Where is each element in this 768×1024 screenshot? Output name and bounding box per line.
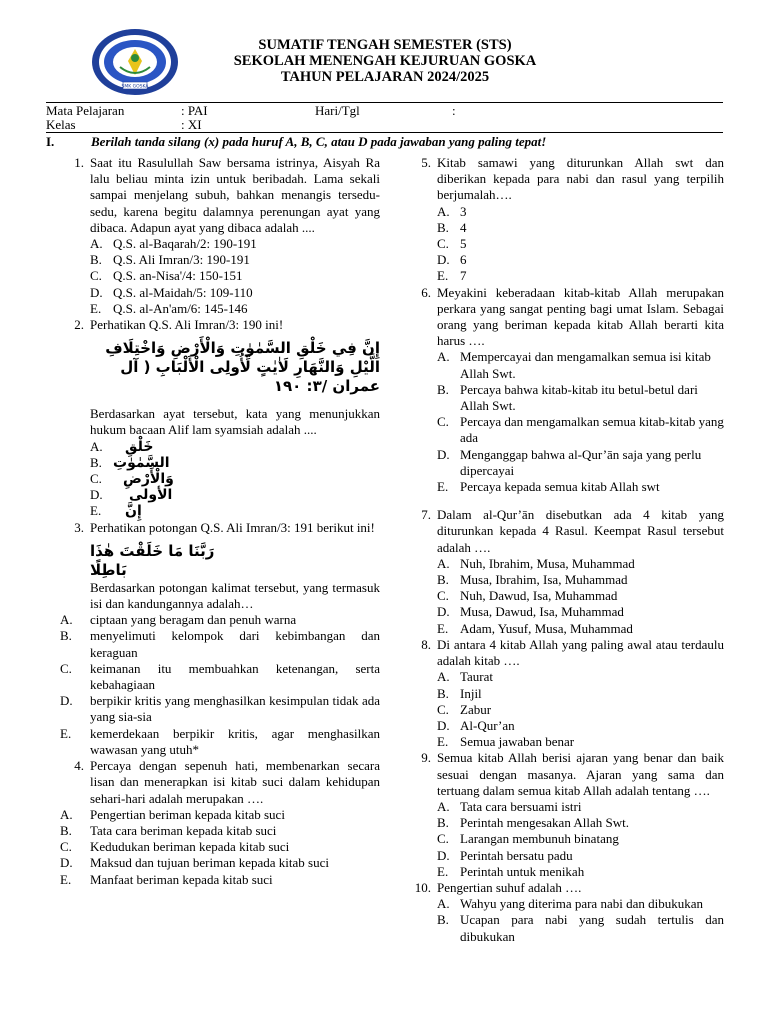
option-e[interactable] <box>90 301 380 317</box>
option-c[interactable] <box>437 588 724 604</box>
options-list <box>437 669 724 750</box>
option-c[interactable] <box>437 236 724 252</box>
question-number: 9. <box>421 750 431 766</box>
option-d[interactable] <box>60 855 380 871</box>
option-text: Q.S. Ali Imran/3: 190-191 <box>113 252 250 268</box>
option-text: Larangan membunuh binatang <box>460 831 619 847</box>
option-letter: E. <box>60 871 72 887</box>
option-letter: A. <box>437 669 450 685</box>
options-list <box>60 612 380 758</box>
question-text: Saat itu Rasulullah Saw bersama istrinya, Aisyah Ra lalu beliau minta izin untuk beribadah. Lama sekali sampai menjelang subuh, bahkan menangis tersedu-sedu, karena begitu dalamnya perenungan ayat yang dibaca. Adapun ayat yang dibaca adalah .... <box>90 155 380 235</box>
option-letter: D. <box>90 284 103 300</box>
option-text: Semua jawaban benar <box>460 734 575 750</box>
day-value: : <box>452 103 456 118</box>
option-letter: C. <box>437 588 449 604</box>
option-letter: B. <box>437 815 449 831</box>
left-column <box>60 155 380 888</box>
option-text: Zabur <box>460 701 492 717</box>
spacer <box>407 495 724 507</box>
option-letter: A. <box>437 896 450 912</box>
question-4 <box>60 758 380 888</box>
option-text: Nuh, Dawud, Isa, Muhammad <box>460 588 618 604</box>
option-letter: E. <box>437 620 449 636</box>
options-list <box>90 236 380 317</box>
option-text: Perintah untuk menikah <box>460 863 585 879</box>
exam-title: SUMATIF TENGAH SEMESTER (STS) <box>258 37 512 53</box>
option-text: berpikir kritis yang menghasilkan kesimpulan tidak ada yang sia-sia <box>90 693 380 725</box>
option-text: Musa, Dawud, Isa, Muhammad <box>460 604 624 620</box>
option-a[interactable] <box>90 236 380 252</box>
school-logo-icon <box>90 27 180 97</box>
question-number: 6. <box>421 284 431 300</box>
option-letter: B. <box>437 912 449 928</box>
option-b[interactable] <box>437 815 724 831</box>
option-letter: B. <box>60 628 72 644</box>
academic-year: TAHUN PELAJARAN 2024/2025 <box>280 69 490 85</box>
arabic-verse: رَبَّنَا مَا خَلَقْتَ هٰذَا بَاطِلًا <box>90 541 215 579</box>
option-c[interactable] <box>437 414 724 446</box>
option-text: Ucapan para nabi yang sudah tertulis dan dibukukan <box>460 912 724 944</box>
school-name: SEKOLAH MENENGAH KEJURUAN GOSKA <box>233 53 537 69</box>
option-text: Q.S. al-An'am/6: 145-146 <box>113 300 248 316</box>
option-d[interactable] <box>437 604 724 620</box>
options-list <box>60 807 380 888</box>
options-list <box>437 204 724 285</box>
option-letter: C. <box>437 414 449 430</box>
option-letter: D. <box>437 847 450 863</box>
question-text: Berdasarkan ayat tersebut, kata yang menunjukkan hukum bacaan Alif lam syamsiah adalah .... <box>90 406 380 438</box>
option-b[interactable] <box>437 220 724 236</box>
question-number: 5. <box>421 155 431 170</box>
question-7 <box>407 507 724 637</box>
options-list <box>90 439 380 520</box>
question-text: Meyakini keberadaan kitab-kitab Allah merupakan perkara yang sangat penting bagi umat Islam. Sebagai orang yang beriman kepada kitab Allah berarti kita harus …. <box>437 284 724 349</box>
option-text: السَّمٰوٰتِ <box>113 454 170 471</box>
option-letter: A. <box>90 236 103 252</box>
option-letter: D. <box>437 252 450 268</box>
option-a[interactable] <box>60 612 380 628</box>
option-letter: C. <box>437 701 449 717</box>
question-number: 2. <box>74 317 84 333</box>
question-1 <box>60 155 380 317</box>
question-number: 8. <box>421 636 431 652</box>
option-text: Perintah mengesakan Allah Swt. <box>460 815 629 831</box>
question-text: Dalam al-Qur’ān disebutkan ada 4 kitab yang diturunkan kepada 4 Rasul. Keempat Rasul tersebut adalah …. <box>437 507 724 555</box>
option-text: Pengertian beriman kepada kitab suci <box>90 806 285 822</box>
option-e[interactable] <box>437 621 724 637</box>
option-letter: B. <box>437 381 449 397</box>
option-text: Adam, Yusuf, Musa, Muhammad <box>460 620 633 636</box>
option-d[interactable] <box>90 285 380 301</box>
option-letter: D. <box>90 487 103 503</box>
option-letter: E. <box>437 479 449 495</box>
option-letter: D. <box>437 717 450 733</box>
option-c[interactable] <box>90 471 380 487</box>
option-letter: B. <box>437 685 449 701</box>
option-e[interactable] <box>60 872 380 888</box>
option-text: Percaya bahwa kitab-kitab itu betul-betul dari Allah Swt. <box>460 381 698 414</box>
option-a[interactable] <box>437 556 724 572</box>
subject-value: : PAI <box>181 103 208 118</box>
option-text: 4 <box>460 219 467 235</box>
option-e[interactable] <box>437 479 724 495</box>
question-text: Berdasarkan potongan kalimat tersebut, yang termasuk isi dan kandungannya adalah… <box>90 579 380 612</box>
option-text: keimanan itu membuahkan ketenangan, serta kebahagiaan <box>90 660 380 693</box>
right-column <box>407 155 724 945</box>
option-d[interactable] <box>437 718 724 734</box>
option-text: Al-Qur’an <box>460 717 515 733</box>
section-number: I. <box>46 134 55 149</box>
option-text: Q.S. al-Baqarah/2: 190-191 <box>113 236 257 252</box>
question-number: 3. <box>74 519 84 535</box>
subject-label: Mata Pelajaran <box>46 103 125 118</box>
option-letter: E. <box>437 734 449 750</box>
option-b[interactable] <box>60 823 380 839</box>
day-label: Hari/Tgl <box>315 103 360 118</box>
option-letter: C. <box>90 471 102 487</box>
class-label: Kelas <box>46 117 76 132</box>
option-letter: A. <box>90 438 103 454</box>
option-letter: B. <box>90 252 102 268</box>
option-text: Taurat <box>460 669 494 685</box>
options-list <box>437 349 724 495</box>
option-a[interactable] <box>437 896 724 912</box>
option-e[interactable] <box>437 864 724 880</box>
question-number: 7. <box>421 507 431 523</box>
question-6 <box>407 285 724 496</box>
option-letter: E. <box>90 300 102 316</box>
options-list <box>437 799 724 880</box>
option-text: 5 <box>460 236 467 252</box>
option-letter: B. <box>60 822 72 838</box>
option-b[interactable] <box>437 686 724 702</box>
option-letter: D. <box>60 693 73 709</box>
question-text: Semua kitab Allah berisi ajaran yang benar dan baik sesuai dengan masanya. Ajaran yang sama dan tertuang dalam semua kitab Allah adalah tentang …. <box>437 750 724 798</box>
option-letter: A. <box>437 349 450 365</box>
option-text: kemerdekaan berpikir kritis, agar menghasilkan wawasan yang utuh* <box>90 725 380 757</box>
question-3-prompt <box>60 580 380 758</box>
option-b[interactable] <box>90 252 380 268</box>
option-text: 7 <box>460 268 467 284</box>
option-b[interactable] <box>437 572 724 588</box>
question-number: 10. <box>414 879 431 895</box>
option-letter: D. <box>60 855 73 871</box>
option-c[interactable] <box>60 661 380 693</box>
option-text: Musa, Ibrahim, Isa, Muhammad <box>460 572 628 588</box>
option-text: Tata cara bersuami istri <box>460 798 582 814</box>
question-10 <box>407 880 724 945</box>
option-text: Mempercayai dan mengamalkan semua isi kitab Allah Swt. <box>460 349 711 381</box>
question-text: Di antara 4 kitab Allah yang paling awal atau terdaulu adalah kitab …. <box>437 636 724 669</box>
page-header <box>0 0 768 100</box>
question-3 <box>60 520 380 536</box>
question-text: Percaya dengan sepenuh hati, membenarkan secara lisan dan menerapkan isi kitab suci dalam kehidupan sehari-hari adalah merupakan …. <box>90 758 380 806</box>
option-letter: D. <box>437 446 450 462</box>
option-letter: E. <box>437 863 449 879</box>
question-number: 4. <box>74 758 84 774</box>
option-c[interactable] <box>437 702 724 718</box>
options-list <box>437 896 724 945</box>
question-5 <box>407 155 724 285</box>
option-text: Injil <box>460 685 482 701</box>
option-text: menyelimuti kelompok dari kebimbangan dan keraguan <box>90 628 380 660</box>
option-letter: E. <box>437 268 449 284</box>
option-a[interactable] <box>437 349 724 381</box>
question-2 <box>60 317 380 333</box>
spacer <box>60 396 380 406</box>
option-a[interactable] <box>60 807 380 823</box>
class-value: : XI <box>181 117 202 132</box>
option-d[interactable] <box>437 848 724 864</box>
logo-label: SMK GOSKA <box>121 84 149 90</box>
option-letter: A. <box>437 203 450 219</box>
option-letter: C. <box>437 831 449 847</box>
options-list <box>437 556 724 637</box>
option-letter: D. <box>437 604 450 620</box>
option-b[interactable] <box>60 628 380 660</box>
option-letter: A. <box>60 806 73 822</box>
option-c[interactable] <box>60 839 380 855</box>
option-b[interactable] <box>90 455 380 471</box>
option-e[interactable] <box>437 734 724 750</box>
option-text: ciptaan yang beragam dan penuh warna <box>90 612 297 628</box>
option-text: Menganggap bahwa al-Qur’ān saja yang perlu dipercayai <box>460 446 702 478</box>
option-e[interactable] <box>90 503 380 519</box>
question-text: Kitab samawi yang diturunkan Allah swt dan diberikan kepada para nabi dan rasul yang terpilih berjumalah…. <box>437 155 724 203</box>
option-text: Kedudukan beriman kepada kitab suci <box>90 839 290 855</box>
option-letter: C. <box>60 839 72 855</box>
option-a[interactable] <box>437 799 724 815</box>
option-text: Percaya dan mengamalkan semua kitab-kitab yang ada <box>460 414 724 446</box>
option-c[interactable] <box>90 268 380 284</box>
option-c[interactable] <box>437 831 724 847</box>
option-text: 6 <box>460 252 467 268</box>
option-d[interactable] <box>90 487 380 503</box>
option-letter: E. <box>60 725 72 741</box>
instruction-text: Berilah tanda silang (x) pada huruf A, B, C, atau D pada jawaban yang paling tepat! <box>91 134 547 149</box>
option-letter: B. <box>437 572 449 588</box>
arabic-verse: إِنَّ فِي خَلْقِ السَّمٰوٰتِ وَالْأَرْضِ وَاخْتِلَافِ الَّيْلِ وَالنَّهَارِ لَاٰيٰتٍ لِّأُولِى الْأَلْبَابِ ( آل عمران /٣: ١٩٠ <box>105 339 380 396</box>
option-d[interactable] <box>437 447 724 479</box>
option-letter: B. <box>437 219 449 235</box>
option-letter: C. <box>437 236 449 252</box>
option-letter: B. <box>90 454 102 470</box>
option-text: خَلْقِ <box>125 438 154 455</box>
option-text: Maksud dan tujuan beriman kepada kitab suci <box>90 855 329 871</box>
option-text: Percaya kepada semua kitab Allah swt <box>460 479 660 495</box>
question-2-prompt <box>60 406 380 519</box>
option-text: Tata cara beriman kepada kitab suci <box>90 822 277 838</box>
option-text: Wahyu yang diterima para nabi dan dibukukan <box>460 896 703 912</box>
option-text: إِنَّ <box>125 503 142 520</box>
option-a[interactable] <box>437 204 724 220</box>
option-text: Nuh, Ibrahim, Musa, Muhammad <box>460 555 635 571</box>
option-letter: A. <box>60 612 73 628</box>
option-a[interactable] <box>90 439 380 455</box>
question-number: 1. <box>74 155 84 170</box>
option-d[interactable] <box>437 252 724 268</box>
option-letter: C. <box>60 660 72 676</box>
option-letter: A. <box>437 798 450 814</box>
option-text: وَالْأَرْضِ <box>123 471 174 488</box>
divider-bottom <box>46 132 723 133</box>
option-letter: E. <box>90 503 102 519</box>
option-e[interactable] <box>437 268 724 284</box>
option-text: Perintah bersatu padu <box>460 847 573 863</box>
option-text: 3 <box>460 203 467 219</box>
option-letter: A. <box>437 555 450 571</box>
divider-top <box>46 102 723 103</box>
question-text: Perhatikan potongan Q.S. Ali Imran/3: 191 berikut ini! <box>90 519 375 535</box>
option-text: الأولى <box>129 487 173 504</box>
option-b[interactable] <box>437 912 724 944</box>
option-letter: C. <box>90 268 102 284</box>
option-a[interactable] <box>437 669 724 685</box>
question-8 <box>407 637 724 750</box>
option-text: Q.S. an-Nisa'/4: 150-151 <box>113 268 243 284</box>
question-text: Pengertian suhuf adalah …. <box>437 879 582 895</box>
question-text: Perhatikan Q.S. Ali Imran/3: 190 ini! <box>90 317 284 333</box>
option-text: Q.S. al-Maidah/5: 109-110 <box>113 284 253 300</box>
option-d[interactable] <box>60 693 380 725</box>
option-text: Manfaat beriman kepada kitab suci <box>90 871 273 887</box>
option-e[interactable] <box>60 726 380 758</box>
question-9 <box>407 750 724 880</box>
header-titles <box>170 37 600 85</box>
option-b[interactable] <box>437 382 724 414</box>
